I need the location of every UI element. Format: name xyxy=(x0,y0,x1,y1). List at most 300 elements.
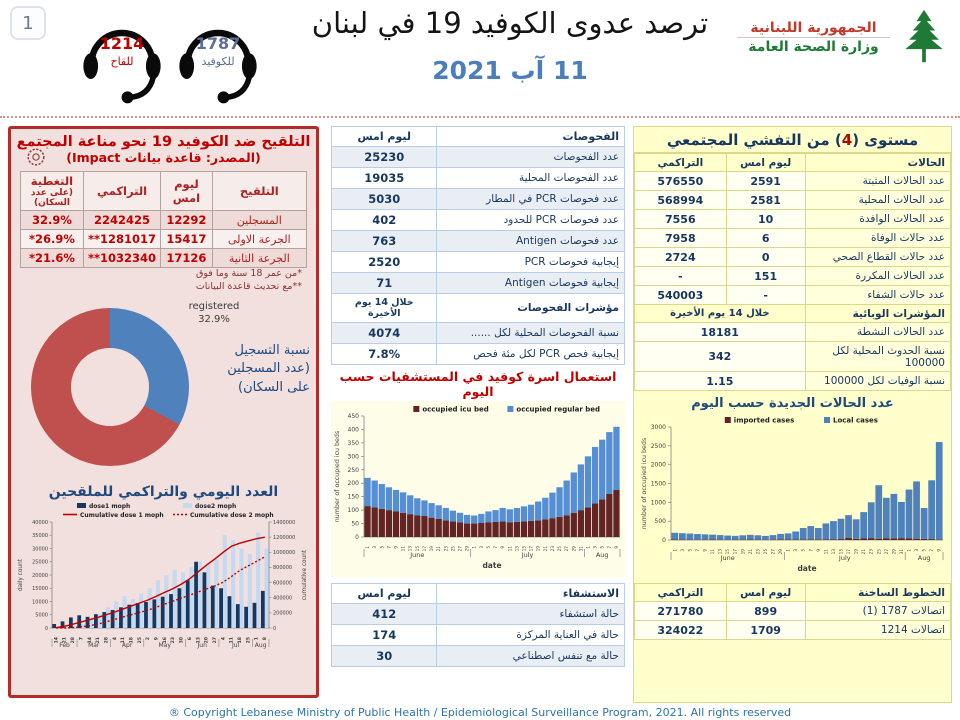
svg-text:21: 21 xyxy=(436,546,442,552)
cell-value: *26.9% xyxy=(21,230,84,249)
svg-text:3000: 3000 xyxy=(650,424,666,431)
col-coverage-note: (على عدد السكان) xyxy=(30,188,74,208)
svg-text:100: 100 xyxy=(347,507,359,515)
svg-text:7: 7 xyxy=(807,549,813,552)
svg-text:9: 9 xyxy=(500,546,506,549)
cell-value: 2242425 xyxy=(83,211,160,230)
new-cases-chart xyxy=(638,412,948,580)
svg-text:5000: 5000 xyxy=(35,612,48,619)
row-label: المسجلين xyxy=(212,211,306,230)
svg-text:800000: 800000 xyxy=(273,564,293,571)
table-row xyxy=(635,267,951,286)
svg-text:7: 7 xyxy=(79,636,85,640)
subheader-period: خلال 14 يوم الأخيرة xyxy=(635,305,806,323)
row-label: الجرعة الاولى xyxy=(212,230,306,249)
svg-text:15: 15 xyxy=(724,549,730,555)
row-label: إيجابية فحص PCR لكل مئة فحص xyxy=(437,344,625,365)
row-label: اتصالات 1214 xyxy=(805,621,950,640)
covid-hotline-badge xyxy=(172,8,264,104)
svg-text:250: 250 xyxy=(347,466,359,474)
cell-value: 71 xyxy=(332,273,437,294)
svg-text:number of occupied icu beds: number of occupied icu beds xyxy=(334,430,341,523)
row-label: عدد الحالات المحلية xyxy=(805,191,950,210)
svg-text:5: 5 xyxy=(686,549,692,552)
svg-text:5: 5 xyxy=(379,546,385,549)
svg-text:27: 27 xyxy=(212,636,218,644)
cell-value: 6 xyxy=(726,229,805,248)
donut-data-label xyxy=(169,300,259,326)
svg-text:dose2 moph: dose2 moph xyxy=(195,502,237,510)
col-yesterday: ليوم امس xyxy=(726,584,805,602)
svg-text:15000: 15000 xyxy=(32,585,48,592)
row-label: حالة استشفاء xyxy=(437,604,625,625)
donut-side-caption xyxy=(192,342,310,399)
table-row xyxy=(635,602,951,621)
cell-value: 1709 xyxy=(726,621,805,640)
svg-text:imported cases: imported cases xyxy=(733,416,794,425)
svg-text:14: 14 xyxy=(87,636,93,644)
vaccine-hotline-number: 1214 xyxy=(99,34,145,53)
svg-text:27: 27 xyxy=(457,546,463,552)
svg-text:19: 19 xyxy=(535,546,541,552)
svg-text:16: 16 xyxy=(162,636,168,644)
svg-text:2000: 2000 xyxy=(650,461,666,469)
svg-text:25: 25 xyxy=(246,636,252,644)
svg-text:21: 21 xyxy=(96,636,102,644)
table-row xyxy=(21,211,307,230)
svg-text:31: 31 xyxy=(578,546,584,552)
svg-text:July: July xyxy=(521,551,534,559)
vaccine-hotline-badge xyxy=(76,8,168,104)
svg-text:1: 1 xyxy=(471,546,477,549)
cell-value: 4074 xyxy=(332,323,437,344)
svg-text:6: 6 xyxy=(187,636,193,640)
cell-value: 324022 xyxy=(635,621,727,640)
svg-text:1500: 1500 xyxy=(650,480,666,488)
table-row xyxy=(635,342,951,372)
row-label: نسبة الفحوصات المحلية لكل ...... xyxy=(437,323,625,344)
svg-text:150: 150 xyxy=(347,493,359,501)
row-label: حالة مع تنفس اصطناعي xyxy=(437,646,625,667)
svg-text:200: 200 xyxy=(347,480,359,488)
svg-text:19: 19 xyxy=(739,549,745,555)
svg-text:1: 1 xyxy=(585,546,591,549)
donut-label-value: 32.9% xyxy=(198,313,230,325)
row-label: اتصالات 1787 (1) xyxy=(805,602,950,621)
registration-donut-zone xyxy=(11,294,316,482)
table-header-row xyxy=(332,127,625,147)
svg-text:21: 21 xyxy=(860,549,866,555)
svg-text:15: 15 xyxy=(838,549,843,555)
cell-value: 18181 xyxy=(635,323,806,342)
svg-text:9: 9 xyxy=(702,549,707,552)
svg-text:9: 9 xyxy=(936,549,942,552)
covid-hotline-label: للكوفيد xyxy=(201,55,235,68)
tests-table xyxy=(331,126,625,365)
cell-value: **1032340 xyxy=(83,249,160,268)
caption-line: (عدد المسجلين xyxy=(227,361,310,377)
svg-text:450: 450 xyxy=(347,413,359,420)
table-row xyxy=(332,323,625,344)
svg-text:5: 5 xyxy=(599,546,605,549)
svg-text:25: 25 xyxy=(875,549,881,555)
svg-text:14: 14 xyxy=(54,636,60,644)
svg-text:11: 11 xyxy=(709,549,715,555)
title-part: ) من التفشي المجتمعي xyxy=(666,131,842,149)
svg-text:20: 20 xyxy=(204,636,210,644)
svg-text:5: 5 xyxy=(800,549,806,552)
row-label: نسبة الحدوث المحلية لكل 100000 xyxy=(805,342,950,372)
col-coverage-title: التغطية xyxy=(30,174,74,188)
cases-table xyxy=(634,153,951,391)
svg-text:15: 15 xyxy=(414,546,420,552)
logo-text xyxy=(737,20,890,55)
svg-text:28: 28 xyxy=(104,636,110,644)
cell-value: 402 xyxy=(332,210,437,231)
cell-value: 19035 xyxy=(332,168,437,189)
cell-value: 174 xyxy=(332,625,437,646)
col-hotlines: الخطوط الساخنة xyxy=(805,584,950,602)
row-label: عدد الفحوصات المحلية xyxy=(437,168,625,189)
col-cumulative: التراكمي xyxy=(635,584,727,602)
cell-value: 271780 xyxy=(635,602,727,621)
svg-text:5: 5 xyxy=(921,549,927,552)
svg-text:June: June xyxy=(720,554,735,562)
moph-logo xyxy=(737,6,952,68)
svg-text:1400000: 1400000 xyxy=(273,519,296,526)
cell-value: 2591 xyxy=(726,172,805,191)
svg-text:23: 23 xyxy=(171,636,177,644)
svg-text:31: 31 xyxy=(898,549,904,555)
title-part: مستوى ( xyxy=(852,131,919,149)
vaccination-source-text: (المصدر: قاعدة بيانات Impact) xyxy=(66,150,261,165)
col-coverage xyxy=(21,172,84,211)
hospitalization-table xyxy=(331,583,625,667)
table-row xyxy=(332,147,625,168)
table-row xyxy=(332,604,625,625)
svg-text:29: 29 xyxy=(571,546,577,552)
svg-text:Apr: Apr xyxy=(121,641,133,649)
table-row xyxy=(635,621,951,640)
table-row xyxy=(332,210,625,231)
svg-text:daily count: daily count xyxy=(18,558,24,591)
svg-text:7: 7 xyxy=(493,546,499,549)
cell-value: - xyxy=(726,286,805,305)
svg-text:3: 3 xyxy=(792,549,798,552)
row-label: إيجابية فحوصات PCR xyxy=(437,252,625,273)
outbreak-level-title xyxy=(634,127,951,153)
svg-text:11: 11 xyxy=(822,549,828,555)
table-row xyxy=(21,249,307,268)
cell-value: 540003 xyxy=(635,286,727,305)
row-label: عدد حالات الشفاء xyxy=(805,286,950,305)
svg-text:400000: 400000 xyxy=(273,595,293,602)
svg-text:May: May xyxy=(158,641,171,649)
subheader-label: المؤشرات الوبائية xyxy=(805,305,950,323)
svg-text:9: 9 xyxy=(613,546,619,549)
col-tests: الفحوصات xyxy=(437,127,625,147)
table-header-row xyxy=(635,584,951,602)
table-row xyxy=(332,252,625,273)
table-row xyxy=(332,646,625,667)
svg-text:20000: 20000 xyxy=(32,572,48,579)
page-title: ترصد عدوى الكوفيد 19 في لبنان xyxy=(311,6,709,40)
table-header-row xyxy=(635,154,951,172)
svg-text:17: 17 xyxy=(528,546,534,552)
virus-icon xyxy=(25,146,47,168)
svg-text:9: 9 xyxy=(393,546,399,549)
svg-text:17: 17 xyxy=(845,549,851,555)
row-label: عدد فحوصات PCR في المطار xyxy=(437,189,625,210)
vaccination-title: التلقيح ضد الكوفيد 19 نحو مناعة المجتمع xyxy=(16,134,311,150)
svg-text:30: 30 xyxy=(179,636,185,644)
svg-text:0: 0 xyxy=(44,625,48,632)
svg-text:July: July xyxy=(838,554,851,562)
svg-text:27: 27 xyxy=(770,549,775,555)
table-row xyxy=(635,172,951,191)
table-row xyxy=(635,286,951,305)
svg-text:13: 13 xyxy=(830,549,836,555)
svg-text:9: 9 xyxy=(154,636,160,640)
svg-text:13: 13 xyxy=(717,549,723,555)
report-date: 11 آب 2021 xyxy=(432,56,588,85)
cedar-icon xyxy=(896,8,952,66)
cell-value: 576550 xyxy=(635,172,727,191)
caption-line: نسبة التسجيل xyxy=(234,342,310,358)
svg-text:4: 4 xyxy=(112,636,118,640)
svg-text:18: 18 xyxy=(237,636,243,644)
cell-value: 7958 xyxy=(635,229,727,248)
cell-value: 568994 xyxy=(635,191,727,210)
table-row xyxy=(635,372,951,391)
table-row xyxy=(332,231,625,252)
subheader-period: خلال 14 يوم الأخيرة xyxy=(332,294,437,323)
table-row xyxy=(332,273,625,294)
svg-text:11: 11 xyxy=(229,636,235,644)
cell-value: 0 xyxy=(726,248,805,267)
svg-text:date: date xyxy=(796,564,817,573)
table-row xyxy=(635,248,951,267)
svg-text:28: 28 xyxy=(71,636,77,644)
svg-text:30000: 30000 xyxy=(32,545,48,552)
svg-text:3: 3 xyxy=(679,549,685,552)
table-row xyxy=(332,168,625,189)
cell-value: 7.8% xyxy=(332,344,437,365)
col-cumulative: التراكمي xyxy=(635,154,727,172)
svg-text:Jul: Jul xyxy=(231,641,240,649)
svg-text:25000: 25000 xyxy=(32,559,48,566)
svg-text:0: 0 xyxy=(273,625,277,632)
caption-line: على السكان) xyxy=(238,380,310,396)
table-row xyxy=(332,189,625,210)
logo-ministry: وزارة الصحة العامة xyxy=(737,37,890,55)
svg-text:23: 23 xyxy=(443,546,449,552)
svg-text:Jun: Jun xyxy=(197,641,207,649)
svg-text:23: 23 xyxy=(754,549,760,555)
cell-value: 12292 xyxy=(161,211,212,230)
col-yesterday: ليوم امس xyxy=(161,172,212,211)
svg-text:Mar: Mar xyxy=(88,641,100,649)
vaccine-hotline-label: للقاح xyxy=(110,55,134,68)
svg-text:dose1 moph: dose1 moph xyxy=(89,502,131,510)
svg-text:17: 17 xyxy=(732,549,738,555)
logo-republic: الجمهورية اللبنانية xyxy=(750,19,877,36)
svg-text:2500: 2500 xyxy=(650,442,666,450)
cell-value: 17126 xyxy=(161,249,212,268)
svg-text:27: 27 xyxy=(883,549,889,555)
svg-text:13: 13 xyxy=(514,546,520,552)
svg-text:23: 23 xyxy=(868,549,874,555)
svg-text:Aug: Aug xyxy=(917,554,930,562)
row-label: عدد الحالات المثبتة xyxy=(805,172,950,191)
table-row xyxy=(332,344,625,365)
svg-text:Local cases: Local cases xyxy=(832,416,878,425)
cell-value: 10 xyxy=(726,210,805,229)
svg-text:1: 1 xyxy=(254,636,260,640)
row-label: عدد الحالات النشطة xyxy=(805,323,950,342)
page-number: 1 xyxy=(10,6,46,40)
hotlines-table xyxy=(634,583,951,640)
svg-text:300: 300 xyxy=(347,453,359,461)
tests-column xyxy=(331,126,625,667)
row-label: عدد فحوصات Antigen xyxy=(437,231,625,252)
table-row xyxy=(332,625,625,646)
svg-text:25: 25 xyxy=(137,636,143,644)
cell-value: 7556 xyxy=(635,210,727,229)
svg-text:1200000: 1200000 xyxy=(273,534,296,541)
svg-text:19: 19 xyxy=(853,549,859,555)
svg-text:occupied regular bed: occupied regular bed xyxy=(516,405,601,414)
svg-text:occupied icu bed: occupied icu bed xyxy=(422,405,489,414)
registration-donut-chart xyxy=(31,308,189,466)
svg-text:13: 13 xyxy=(196,636,202,644)
svg-text:0: 0 xyxy=(355,534,359,541)
cell-value: 2581 xyxy=(726,191,805,210)
svg-text:Feb: Feb xyxy=(59,641,70,649)
svg-text:5: 5 xyxy=(485,546,491,549)
svg-text:18: 18 xyxy=(129,636,135,644)
svg-text:7: 7 xyxy=(606,546,612,549)
svg-text:11: 11 xyxy=(121,636,127,644)
col-vaccination: التلقيح xyxy=(212,172,306,211)
col-yesterday: ليوم امس xyxy=(332,127,437,147)
cell-value: - xyxy=(635,267,727,286)
svg-text:3: 3 xyxy=(372,546,378,549)
cases-panel xyxy=(633,126,952,703)
svg-text:Aug: Aug xyxy=(254,641,267,649)
svg-text:11: 11 xyxy=(507,546,513,552)
cell-value: 412 xyxy=(332,604,437,625)
svg-text:10000: 10000 xyxy=(32,598,48,605)
cell-value: 25230 xyxy=(332,147,437,168)
svg-text:29: 29 xyxy=(890,549,896,555)
table-row xyxy=(635,210,951,229)
svg-text:500: 500 xyxy=(654,518,666,526)
svg-text:7: 7 xyxy=(386,546,392,549)
svg-text:June: June xyxy=(410,551,425,559)
svg-text:21: 21 xyxy=(747,549,753,555)
cell-value: 2724 xyxy=(635,248,727,267)
svg-text:9: 9 xyxy=(815,549,821,552)
daily-cumulative-vaccination-chart xyxy=(15,500,311,658)
svg-text:1: 1 xyxy=(365,546,371,549)
svg-text:35000: 35000 xyxy=(32,532,48,539)
cell-value: 30 xyxy=(332,646,437,667)
svg-text:50: 50 xyxy=(351,520,359,528)
svg-text:1: 1 xyxy=(906,549,911,552)
svg-text:cumulative count: cumulative count xyxy=(302,549,308,600)
copyright-footer: ® Copyright Lebanese Ministry of Public Health / Epidemiological Surveillance Program, 2021. All rights reserved xyxy=(168,706,792,719)
svg-text:0: 0 xyxy=(661,537,666,544)
svg-text:number of occupied icu beds: number of occupied icu beds xyxy=(640,437,648,530)
row-label: عدد الفحوصات xyxy=(437,147,625,168)
svg-text:25: 25 xyxy=(450,546,456,552)
table-row xyxy=(21,230,307,249)
svg-text:25: 25 xyxy=(762,549,768,555)
cell-value: 5030 xyxy=(332,189,437,210)
donut-label-text: registered xyxy=(188,300,240,312)
svg-text:350: 350 xyxy=(347,439,359,447)
table-subheader-row xyxy=(635,305,951,323)
row-label: عدد حالات الوفاة xyxy=(805,229,950,248)
header xyxy=(0,0,960,118)
svg-text:21: 21 xyxy=(62,636,68,644)
cell-value: 1.15 xyxy=(635,372,806,391)
svg-text:Cumulative dose 2 moph: Cumulative dose 2 moph xyxy=(190,511,274,519)
svg-text:21: 21 xyxy=(542,546,548,552)
svg-text:Aug: Aug xyxy=(595,551,609,559)
vaccination-panel xyxy=(8,126,319,698)
svg-text:2: 2 xyxy=(146,636,152,640)
row-label: الجرعة الثانية xyxy=(212,249,306,268)
cell-value: 15417 xyxy=(161,230,212,249)
svg-text:1: 1 xyxy=(785,549,791,552)
svg-text:25: 25 xyxy=(557,546,563,552)
svg-text:7: 7 xyxy=(694,549,700,552)
svg-text:Cumulative dose 1 moph: Cumulative dose 1 moph xyxy=(80,511,164,519)
cell-value: **1281017 xyxy=(83,230,160,249)
col-yesterday: ليوم امس xyxy=(726,154,805,172)
col-yesterday: ليوم امس xyxy=(332,584,437,604)
covid-hotline-number: 1787 xyxy=(195,34,241,53)
svg-text:27: 27 xyxy=(564,546,570,552)
svg-text:23: 23 xyxy=(549,546,555,552)
row-label: إيجابية فحوصات Antigen xyxy=(437,273,625,294)
svg-text:7: 7 xyxy=(928,549,934,552)
table-subheader-row xyxy=(332,294,625,323)
donut-hole xyxy=(71,348,149,426)
row-label: نسبة الوفيات لكل 100000 xyxy=(805,372,950,391)
svg-text:1: 1 xyxy=(671,549,677,552)
occupied-beds-chart xyxy=(331,401,625,577)
svg-text:date: date xyxy=(482,561,502,570)
cell-value: 899 xyxy=(726,602,805,621)
vaccination-table xyxy=(20,171,307,268)
row-label: عدد الحالات الوافدة xyxy=(805,210,950,229)
svg-text:200000: 200000 xyxy=(273,610,293,617)
svg-text:400: 400 xyxy=(347,426,359,434)
cell-value: *21.6% xyxy=(21,249,84,268)
cell-value: 32.9% xyxy=(21,211,84,230)
row-label: عدد الحالات المكررة xyxy=(805,267,950,286)
svg-text:4: 4 xyxy=(221,636,227,640)
cell-value: 342 xyxy=(635,342,806,372)
svg-text:29: 29 xyxy=(777,549,783,555)
svg-text:15: 15 xyxy=(521,546,527,552)
svg-text:40000: 40000 xyxy=(32,519,48,526)
cell-value: 2520 xyxy=(332,252,437,273)
table-row xyxy=(635,323,951,342)
